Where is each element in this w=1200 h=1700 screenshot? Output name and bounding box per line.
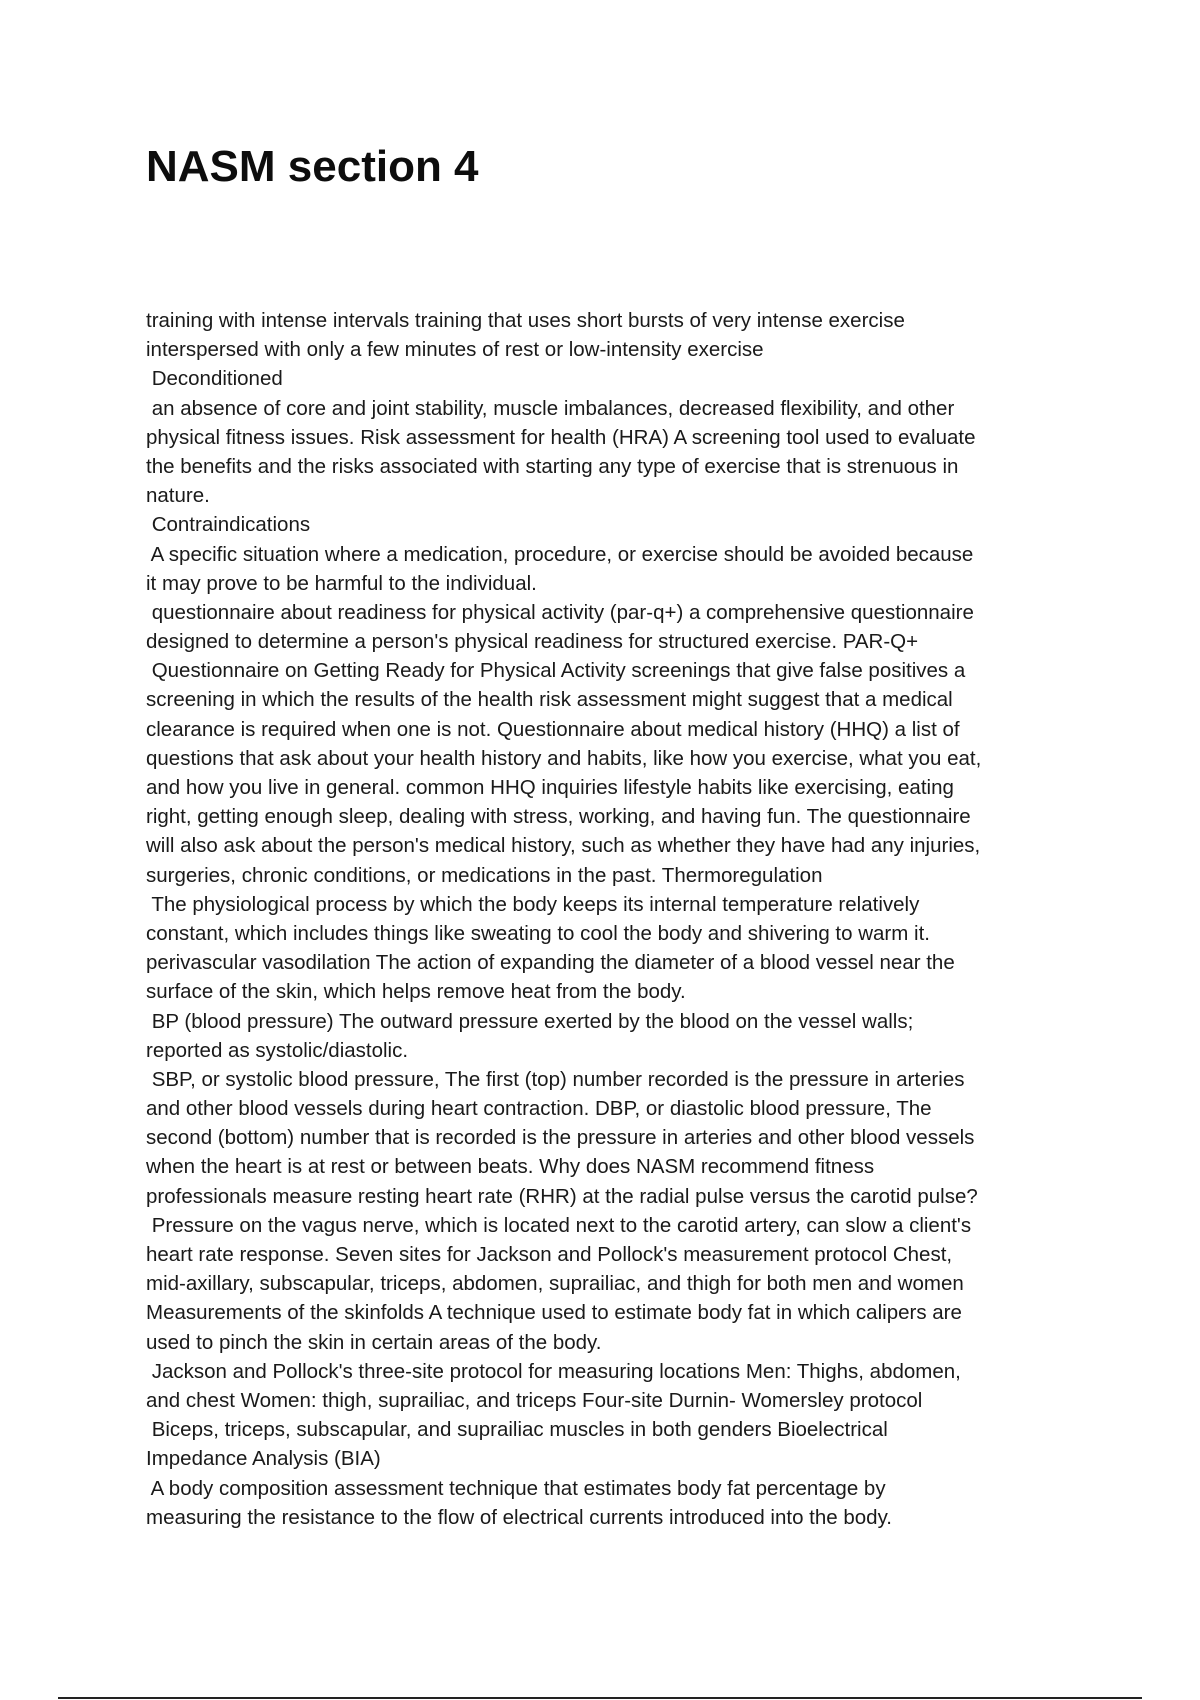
- text-line: and how you live in general. common HHQ inquiries lifestyle habits like exercising, eating: [146, 776, 954, 799]
- text-line: perivascular vasodilation The action of expanding the diameter of a blood vessel near the: [146, 951, 955, 975]
- text-line: constant, which includes things like sweating to cool the body and shivering to warm it.: [146, 921, 930, 945]
- text-line: Pressure on the vagus nerve, which is located next to the carotid artery, can slow a client's: [146, 1213, 972, 1237]
- text-line: A specific situation where a medication, procedure, or exercise should be avoided because: [146, 542, 974, 566]
- text-line: when the heart is at rest or between beats. Why does NASM recommend fitness: [146, 1155, 875, 1179]
- text-line: Measurements of the skinfolds A technique used to estimate body fat in which calipers are: [146, 1301, 962, 1325]
- text-line: professionals measure resting heart rate (RHR) at the radial pulse versus the carotid pulse?: [146, 1184, 978, 1208]
- text-line: it may prove to be harmful to the individual.: [146, 571, 537, 595]
- text-line: surgeries, chronic conditions, or medications in the past. Thermoregulation: [146, 863, 823, 887]
- text-line: and chest Women: thigh, suprailiac, and triceps Four-site Durnin- Womersley protocol: [146, 1388, 923, 1412]
- text-line: right, getting enough sleep, dealing with stress, working, and having fun. The questionnaire: [146, 805, 971, 829]
- text-line: used to pinch the skin in certain areas of the body.: [146, 1330, 602, 1354]
- footer-divider: [58, 1697, 1142, 1699]
- text-line: second (bottom) number that is recorded is the pressure in arteries and other blood vessels: [146, 1126, 975, 1150]
- text-line: will also ask about the person's medical history, such as whether they have had any injuries,: [146, 834, 981, 858]
- text-line: questionnaire about readiness for physical activity (par-q+) a comprehensive questionnaire: [146, 600, 974, 624]
- text-line: Impedance Analysis (BIA): [146, 1447, 381, 1471]
- text-line: Contraindications: [146, 513, 311, 537]
- text-line: Deconditioned: [146, 367, 283, 391]
- page-title: NASM section 4: [146, 142, 479, 191]
- text-line: nature.: [146, 484, 210, 508]
- text-line: clearance is required when one is not. Questionnaire about medical history (HHQ) a list of: [146, 717, 960, 741]
- text-line: questions that ask about your health history and habits, like how you exercise, what you eat,: [146, 746, 982, 770]
- text-line: training with intense intervals training that uses short bursts of very intense exercise: [146, 309, 905, 332]
- text-line: Jackson and Pollock's three-site protocol for measuring locations Men: Thighs, abdomen,: [146, 1359, 961, 1383]
- text-line: reported as systolic/diastolic.: [146, 1038, 409, 1062]
- text-line: measuring the resistance to the flow of electrical currents introduced into the body.: [146, 1505, 892, 1529]
- text-line: and other blood vessels during heart contraction. DBP, or diastolic blood pressure, The: [146, 1097, 932, 1121]
- text-line: SBP, or systolic blood pressure, The first (top) number recorded is the pressure in arteries: [146, 1067, 965, 1091]
- text-line: Questionnaire on Getting Ready for Physical Activity screenings that give false positives a: [146, 659, 966, 683]
- text-line: screening in which the results of the health risk assessment might suggest that a medical: [146, 688, 953, 712]
- document-body: [146, 306, 1076, 1532]
- text-line: heart rate response. Seven sites for Jackson and Pollock's measurement protocol Chest,: [146, 1243, 953, 1266]
- text-line: BP (blood pressure) The outward pressure exerted by the blood on the vessel walls;: [146, 1009, 914, 1033]
- text-line: physical fitness issues. Risk assessment for health (HRA) A screening tool used to evaluate: [146, 425, 976, 449]
- text-line: surface of the skin, which helps remove heat from the body.: [146, 980, 686, 1004]
- text-line: designed to determine a person's physical readiness for structured exercise. PAR-Q+: [146, 630, 919, 654]
- text-line: Biceps, triceps, subscapular, and suprailiac muscles in both genders Bioelectrical: [146, 1418, 888, 1442]
- text-line: an absence of core and joint stability, muscle imbalances, decreased flexibility, and other: [146, 396, 955, 420]
- text-line: the benefits and the risks associated with starting any type of exercise that is strenuous in: [146, 454, 959, 478]
- text-line: A body composition assessment technique that estimates body fat percentage by: [146, 1476, 886, 1500]
- text-line: interspersed with only a few minutes of rest or low-intensity exercise: [146, 338, 764, 362]
- text-line: mid-axillary, subscapular, triceps, abdomen, suprailiac, and thigh for both men and women: [146, 1272, 964, 1296]
- text-line: The physiological process by which the body keeps its internal temperature relatively: [146, 892, 920, 916]
